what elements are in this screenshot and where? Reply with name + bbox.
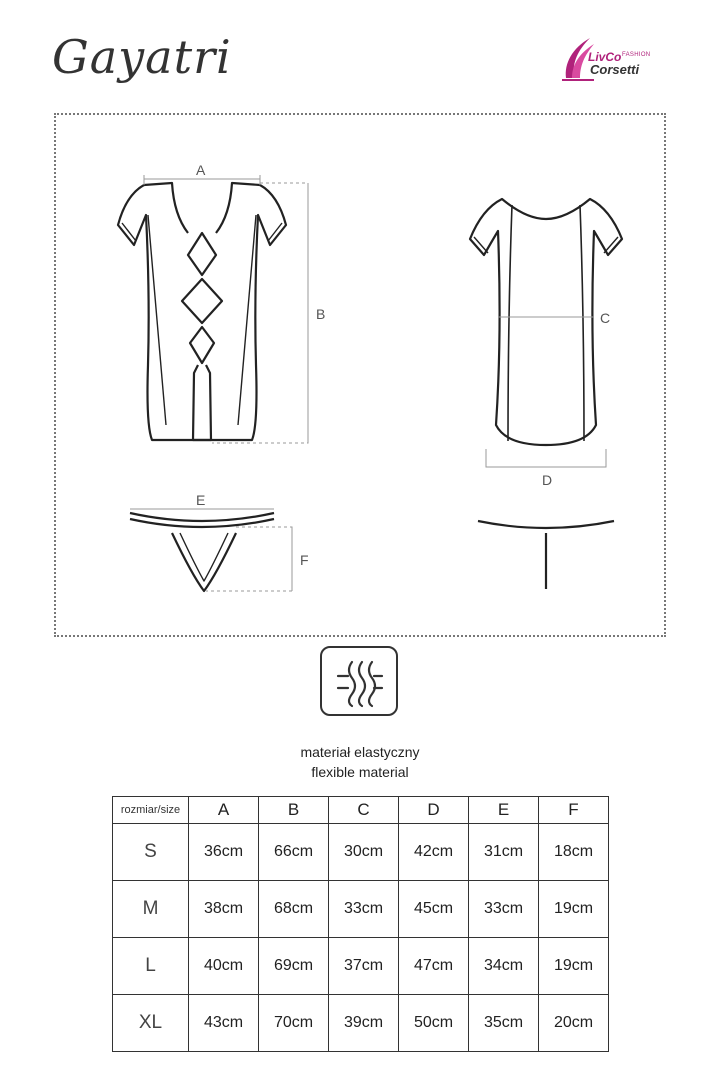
size-cell: L [113, 938, 189, 995]
brand-name-bottom: Corsetti [590, 62, 640, 77]
brand-fashion-tag: FASHION [622, 52, 651, 58]
garment-diagram [56, 115, 664, 635]
back-thong-drawing [478, 521, 614, 589]
value-cell: 68cm [259, 881, 329, 938]
material-label-en: flexible material [311, 764, 409, 780]
size-cell: S [113, 824, 189, 881]
label-d: D [542, 472, 553, 488]
col-header-c: C [329, 797, 399, 824]
size-cell: XL [113, 995, 189, 1052]
value-cell: 19cm [539, 938, 609, 995]
table-row [113, 881, 609, 938]
value-cell: 43cm [189, 995, 259, 1052]
col-header-a: A [189, 797, 259, 824]
table-row [113, 824, 609, 881]
value-cell: 70cm [259, 995, 329, 1052]
value-cell: 33cm [329, 881, 399, 938]
col-header-f: F [539, 797, 609, 824]
value-cell: 42cm [399, 824, 469, 881]
garment-diagram-frame [54, 113, 666, 637]
label-e: E [196, 492, 206, 508]
value-cell: 31cm [469, 824, 539, 881]
value-cell: 20cm [539, 995, 609, 1052]
value-cell: 35cm [469, 995, 539, 1052]
label-f: F [300, 552, 309, 568]
value-cell: 66cm [259, 824, 329, 881]
value-cell: 34cm [469, 938, 539, 995]
label-b: B [316, 306, 326, 322]
product-title: Gayatri [52, 30, 232, 84]
elastic-waves-icon [320, 646, 398, 716]
brand-logo [560, 34, 680, 104]
material-label-pl: materiał elastyczny [300, 744, 420, 760]
size-cell: M [113, 881, 189, 938]
table-row [113, 995, 609, 1052]
value-cell: 18cm [539, 824, 609, 881]
value-cell: 36cm [189, 824, 259, 881]
col-header-d: D [399, 797, 469, 824]
size-table-header [113, 797, 609, 824]
value-cell: 50cm [399, 995, 469, 1052]
value-cell: 39cm [329, 995, 399, 1052]
value-cell: 40cm [189, 938, 259, 995]
value-cell: 47cm [399, 938, 469, 995]
brand-name-top: LivCo [588, 50, 622, 64]
front-thong-drawing [130, 513, 274, 591]
front-chemise-drawing [118, 183, 286, 440]
value-cell: 37cm [329, 938, 399, 995]
size-table [112, 796, 609, 1052]
value-cell: 69cm [259, 938, 329, 995]
table-row [113, 938, 609, 995]
size-table-corner: rozmiar/size [113, 797, 189, 824]
value-cell: 30cm [329, 824, 399, 881]
col-header-e: E [469, 797, 539, 824]
value-cell: 38cm [189, 881, 259, 938]
value-cell: 19cm [539, 881, 609, 938]
label-a: A [196, 162, 206, 178]
col-header-b: B [259, 797, 329, 824]
value-cell: 33cm [469, 881, 539, 938]
value-cell: 45cm [399, 881, 469, 938]
label-c: C [600, 310, 611, 326]
